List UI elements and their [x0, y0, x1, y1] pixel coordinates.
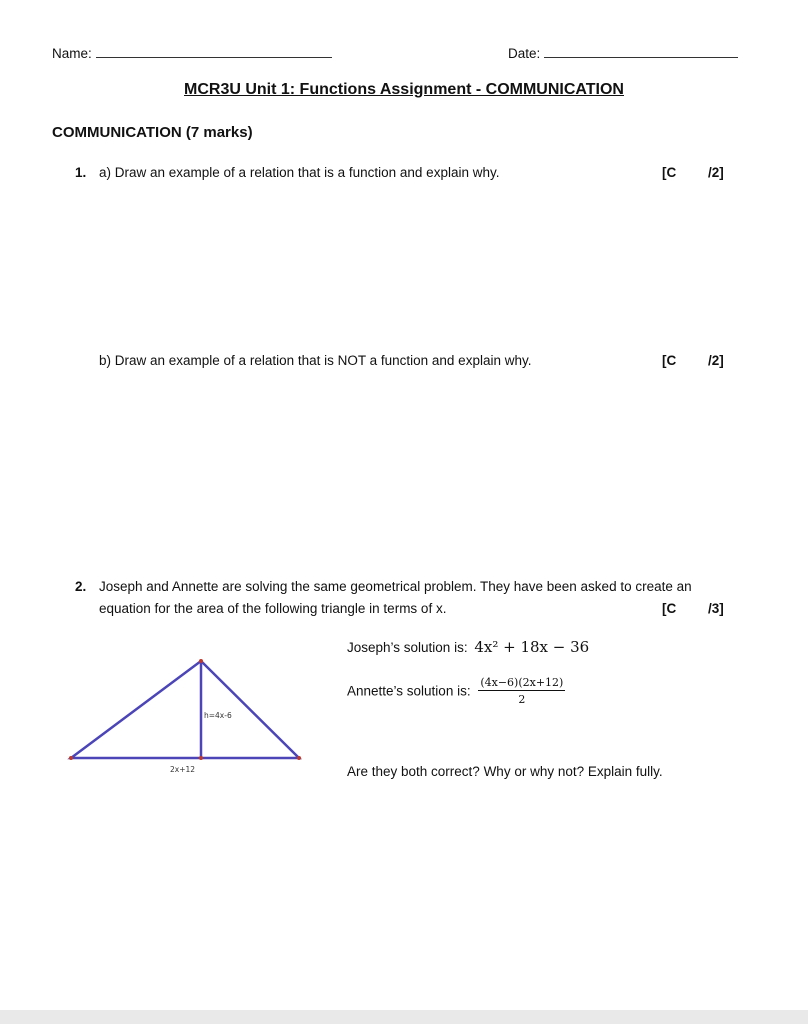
page-bottom-edge	[0, 1010, 808, 1024]
annette-solution	[347, 676, 565, 706]
annette-fraction-denominator: 2	[518, 693, 526, 706]
question-1a-mark-total: /2]	[708, 165, 724, 180]
question-1-number: 1.	[75, 165, 87, 180]
joseph-solution-expression: 4x² + 18x − 36	[474, 638, 590, 656]
triangle-base-label: 2x+12	[170, 765, 196, 774]
question-2-text-line2: equation for the area of the following triangle in terms of x.	[99, 601, 447, 616]
section-heading: COMMUNICATION (7 marks)	[52, 124, 253, 141]
date-field[interactable]	[508, 46, 738, 61]
name-field[interactable]	[52, 46, 332, 61]
annette-solution-fraction	[478, 676, 565, 706]
question-1a-mark-c: [C	[662, 165, 677, 180]
question-2-text-line1: Joseph and Annette are solving the same geometrical problem. They have been asked to create an	[99, 579, 692, 594]
foot-point	[199, 756, 203, 760]
question-1b-mark-total: /2]	[708, 353, 724, 368]
date-label: Date:	[508, 46, 541, 61]
vertex-point-top	[199, 659, 203, 663]
name-label: Name:	[52, 46, 92, 61]
triangle-outline	[71, 661, 299, 758]
triangle-figure	[60, 650, 310, 780]
vertex-point-left	[69, 756, 73, 760]
question-1a-text: a) Draw an example of a relation that is a function and explain why.	[99, 165, 500, 180]
question-2-mark-c: [C	[662, 601, 677, 616]
annette-solution-label: Annette’s solution is:	[347, 683, 471, 699]
joseph-solution	[347, 638, 589, 656]
annette-fraction-numerator: (4x−6)(2x+12)	[480, 676, 564, 689]
page-title: MCR3U Unit 1: Functions Assignment - COMMUNICATION	[184, 81, 624, 98]
triangle-height-label: h=4x-6	[204, 711, 232, 720]
question-2-mark-total: /3]	[708, 601, 724, 616]
joseph-solution-label: Joseph’s solution is:	[347, 640, 468, 655]
question-2-number: 2.	[75, 579, 87, 594]
question-1b-text: b) Draw an example of a relation that is NOT a function and explain why.	[99, 353, 532, 368]
vertex-point-right	[297, 756, 301, 760]
question-1b-mark-c: [C	[662, 353, 677, 368]
question-2-prompt: Are they both correct? Why or why not? Explain fully.	[347, 764, 663, 779]
name-blank-line[interactable]	[96, 57, 332, 58]
date-blank-line[interactable]	[544, 57, 738, 58]
